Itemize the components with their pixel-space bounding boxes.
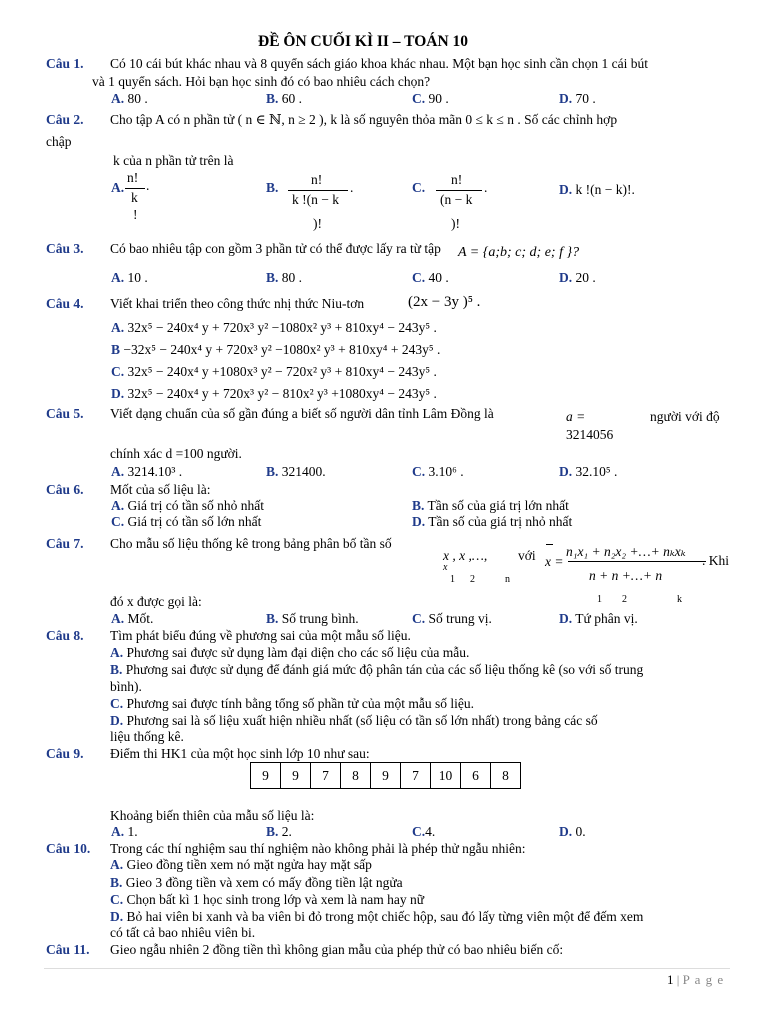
q8-option-d[interactable]: D. Phương sai là số liệu xuất hiện nhiều nhất (số liệu có tần số lớn nhất) trong bảng các số xyxy=(110,713,598,728)
q6-option-b[interactable]: B. Tần số của giá trị lớn nhất xyxy=(412,498,569,513)
q3-label: Câu 3. xyxy=(46,241,84,256)
page-footer: 1 | P a g e xyxy=(667,972,725,987)
footer-divider xyxy=(44,968,730,969)
q10-label: Câu 10. xyxy=(46,841,91,856)
q4-option-a[interactable]: A. 32x⁵ − 240x⁴ y + 720x³ y² −1080x² y³ + 810xy⁴ − 243y⁵ . xyxy=(111,320,437,335)
q8-option-b-cont: bình). xyxy=(110,679,142,694)
q6-option-a[interactable]: A. Giá trị có tần số nhỏ nhất xyxy=(111,498,264,513)
score-cell: 7 xyxy=(401,763,431,789)
q7-fraction-numerator: n₁x₁ + n₂x₂ +…+ nₖxₖ xyxy=(566,544,686,559)
q7-label: Câu 7. xyxy=(46,536,84,551)
q1-text-line2: và 1 quyển sách. Hỏi bạn học sinh đó có bao nhiêu cách chọn? xyxy=(92,74,431,89)
q4-label: Câu 4. xyxy=(46,296,84,311)
q5-option-b[interactable]: B. 321400. xyxy=(266,464,326,479)
q5-text: Viết dạng chuẩn của số gần đúng a biết số người dân tỉnh Lâm Đồng là xyxy=(110,406,494,421)
q9-option-b[interactable]: B. 2. xyxy=(266,824,292,839)
page-number: 1 xyxy=(667,972,674,987)
scores-table xyxy=(250,762,521,789)
q4-option-d[interactable]: D. 32x⁵ − 240x⁴ y + 720x³ y² − 810x² y³ +1080xy⁴ − 243y⁵ . xyxy=(111,386,437,401)
q1-text-line1: Có 10 cái bút khác nhau và 8 quyển sách giáo khoa khác nhau. Một bạn học sinh cần chọn 1 cái bút xyxy=(110,56,648,71)
q10-text: Trong các thí nghiệm sau thí nghiệm nào không phải là phép thử ngẫu nhiên: xyxy=(110,841,526,856)
q9-label: Câu 9. xyxy=(46,746,84,761)
q6-option-d[interactable]: D. Tần số của giá trị nhỏ nhất xyxy=(412,514,573,529)
q5-a-eq: a = xyxy=(566,409,586,424)
q4-text: Viết khai triển theo công thức nhị thức Niu-tơn xyxy=(110,296,365,311)
q7-option-b[interactable]: B. Số trung bình. xyxy=(266,611,359,626)
q1-option-a[interactable]: A. 80 . xyxy=(111,91,148,106)
q7-variables: x , x ,…, xyxy=(443,548,488,563)
q8-option-b[interactable]: B. Phương sai được sử dụng để đánh giá mức độ phân tán của các số liệu thống kê (so với số trung xyxy=(110,662,644,677)
q2-text-line3: k của n phần tử trên là xyxy=(113,153,234,168)
q10-option-c[interactable]: C. Chọn bất kì 1 học sinh trong lớp và xem là nam hay nữ xyxy=(110,892,425,907)
page-word: P a g e xyxy=(682,972,725,987)
q8-option-d-cont: liệu thống kê. xyxy=(110,729,184,744)
q10-option-b[interactable]: B. Gieo 3 đồng tiền và xem có mấy đồng tiền lật ngửa xyxy=(110,875,403,890)
q6-label: Câu 6. xyxy=(46,482,84,497)
q10-option-a[interactable]: A. Gieo đồng tiền xem nó mặt ngửa hay mặt sấp xyxy=(110,857,372,872)
q6-text: Mốt của số liệu là: xyxy=(110,482,211,497)
q7-khi: . Khi xyxy=(702,553,729,568)
q1-option-d[interactable]: D. 70 . xyxy=(559,91,596,106)
q5-option-d[interactable]: D. 32.10⁵ . xyxy=(559,464,618,479)
score-cell: 9 xyxy=(371,763,401,789)
score-cell: 8 xyxy=(341,763,371,789)
q5-a-value: 3214056 xyxy=(566,427,614,442)
q4-option-b[interactable]: B −32x⁵ − 240x⁴ y + 720x³ y² −1080x² y³ + 810xy⁴ + 243y⁵ . xyxy=(111,342,441,357)
q7-text-line2: đó x được gọi là: xyxy=(110,594,202,609)
q5-option-c[interactable]: C. 3.10⁶ . xyxy=(412,464,464,479)
q3-option-d[interactable]: D. 20 . xyxy=(559,270,596,285)
score-cell: 6 xyxy=(461,763,491,789)
q3-option-b[interactable]: B. 80 . xyxy=(266,270,303,285)
score-cell: 9 xyxy=(281,763,311,789)
q10-option-d-cont: có tất cả bao nhiêu viên bi. xyxy=(110,925,256,940)
q3-text: Có bao nhiêu tập con gồm 3 phần tử có thể được lấy ra từ tập xyxy=(110,241,441,256)
q8-option-c[interactable]: C. Phương sai được tính bằng tổng số phần tử của một mẫu số liệu. xyxy=(110,696,474,711)
score-cell: 8 xyxy=(491,763,521,789)
q4-option-c[interactable]: C. 32x⁵ − 240x⁴ y +1080x³ y² − 720x² y³ + 810xy⁴ − 243y⁵ . xyxy=(111,364,437,379)
score-cell: 10 xyxy=(431,763,461,789)
q8-label: Câu 8. xyxy=(46,628,84,643)
q1-label: Câu 1. xyxy=(46,56,84,71)
q3-option-c[interactable]: C. 40 . xyxy=(412,270,449,285)
q2-text-line1: Cho tập A có n phần tử ( n ∈ ℕ, n ≥ 2 ), k là số nguyên thỏa mãn 0 ≤ k ≤ n . Số các chỉnh hợp xyxy=(110,112,618,127)
fraction-numerator: n! xyxy=(127,170,139,185)
q2-text-line2: chập xyxy=(46,134,72,149)
q7-option-c[interactable]: C. Số trung vị. xyxy=(412,611,492,626)
q9-option-d[interactable]: D. 0. xyxy=(559,824,586,839)
q7-fraction-denominator: n + n +…+ n xyxy=(589,568,663,583)
q8-option-a[interactable]: A. Phương sai được sử dụng làm đại diện cho các số liệu của mẫu. xyxy=(110,645,470,660)
q5-text-line2: chính xác d =100 người. xyxy=(110,446,242,461)
fraction-denominator: k xyxy=(131,190,138,205)
q9-ask: Khoảng biến thiên của mẫu số liệu là: xyxy=(110,808,315,823)
q5-option-a[interactable]: A. 3214.10³ . xyxy=(111,464,183,479)
q7-with: với xyxy=(518,548,536,563)
q11-label: Câu 11. xyxy=(46,942,90,957)
q5-label: Câu 5. xyxy=(46,406,84,421)
q1-option-c[interactable]: C. 90 . xyxy=(412,91,449,106)
score-cell: 9 xyxy=(251,763,281,789)
q9-text: Điểm thi HK1 của một học sinh lớp 10 như sau: xyxy=(110,746,370,761)
q7-option-d[interactable]: D. Tứ phân vị. xyxy=(559,611,638,626)
q10-option-d[interactable]: D. Bỏ hai viên bi xanh và ba viên bi đỏ trong một chiếc hộp, sau đó lấy từng viên một để đếm xem xyxy=(110,909,644,924)
score-cell: 7 xyxy=(311,763,341,789)
q7-text: Cho mẫu số liệu thống kê trong bảng phân bố tần số xyxy=(110,536,392,551)
q9-option-a[interactable]: A. 1. xyxy=(111,824,138,839)
q11-text: Gieo ngẫu nhiên 2 đồng tiền thì không gian mẫu của phép thử có bao nhiêu biến cố: xyxy=(110,942,564,957)
q6-option-c[interactable]: C. Giá trị có tần số lớn nhất xyxy=(111,514,262,529)
q1-option-b[interactable]: B. 60 . xyxy=(266,91,303,106)
q2-option-d[interactable]: D. k !(n − k)!. xyxy=(559,182,635,197)
q9-option-c[interactable]: C.4. xyxy=(412,824,436,839)
q3-option-a[interactable]: A. 10 . xyxy=(111,270,148,285)
q7-option-a[interactable]: A. Mốt. xyxy=(111,611,154,626)
page-title: ĐỀ ÔN CUỐI KÌ II – TOÁN 10 xyxy=(258,33,469,50)
q3-set: A = {a;b; c; d; e; f }? xyxy=(458,245,580,260)
q5-tail: người với độ xyxy=(650,409,720,424)
q2-label: Câu 2. xyxy=(46,112,84,127)
q8-text: Tìm phát biểu đúng về phương sai của một mẫu số liệu. xyxy=(110,628,411,643)
q4-expression: (2x − 3y )⁵ . xyxy=(408,294,481,310)
